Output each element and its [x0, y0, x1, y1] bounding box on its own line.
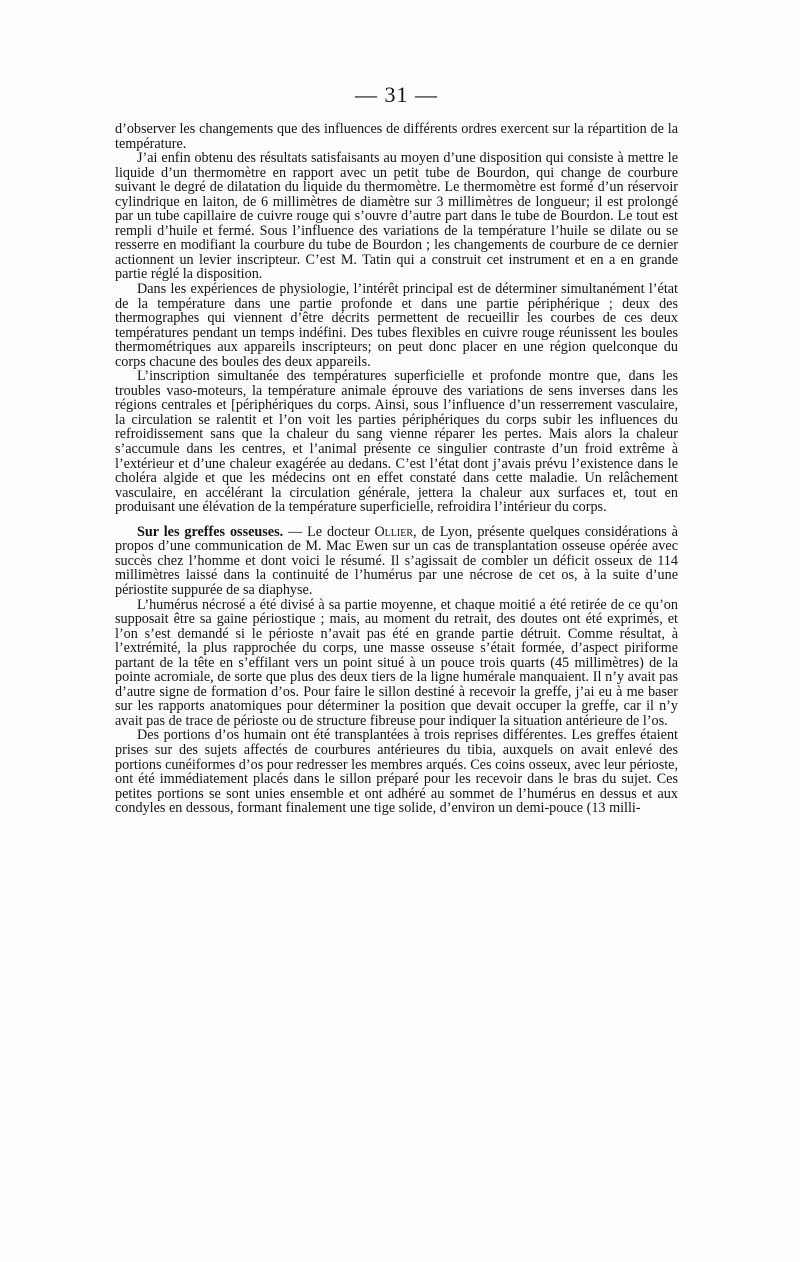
paragraph-continuation: d’observer les changements que des influences de différents ordres exercent sur la répartition de la température.	[115, 121, 678, 152]
section-title: Sur les greffes osseuses.	[137, 523, 284, 540]
page-number: — 31 —	[355, 82, 438, 107]
paragraph-humerus: L’humérus nécrosé a été divisé à sa partie moyenne, et chaque moitié a été retirée de ce qu’on supposait être sa gaine périostique ; mais, au moment du retrait, des doutes ont été exprimés, et l’on s’est demandé si le périoste n’avait pas été en grande partie détruit. Comme résultat, à l’extrémité, la plus rapprochée du corps, une masse osseuse s’était formée, d’aspect piriforme partant de la tête en s’effilant vers un point situé à un pouce trois quarts (45 millimètres) de la pointe acromiale, de sorte que plus des deux tiers de la ligne humérale manquaient. Il n’y avait pas d’autre signe de formation d’os. Pour faire le sillon destiné à recevoir la greffe, j’ai eu à me baser sur les rapports anatomiques pour déterminer la position que devait occuper la greffe, car il n’y avait pas de trace de périoste ou de structure fibreuse pour indiquer la situation antérieure de l’os.	[115, 596, 678, 729]
section-paragraph-bone-grafts	[115, 525, 678, 598]
paragraph-physiology: Dans les expériences de physiologie, l’intérêt principal est de déterminer simultanément l’état de la température dans une partie profonde et dans une partie périphérique ; deux des thermographes qui viennent d’être décrits permettent de recueillir les courbes de ces deux températures pendant un temps indéfini. Des tubes flexibles en cuivre rouge réunissent les boules thermométriques aux appareils inscripteurs; on peut donc placer en une région quelconque du corps chacune des boules des deux appareils.	[115, 281, 678, 370]
page-text-block	[115, 84, 678, 816]
paragraph-transplants: Des portions d’os humain ont été transplantées à trois reprises différentes. Les greffes étaient prises sur des sujets affectés de courbures antérieures du tibia, auxquels on avait enlevé des portions cunéiformes d’os pour redresser les membres arqués. Ces coins osseux, avec leur périoste, ont été immédiatement placés dans le sillon préparé pour les recevoir dans le bras du sujet. Ces petites portions se sont unies ensemble et ont adhéré au sommet de l’humérus en dessus et aux condyles en dessous, formant finalement une tige solide, d’environ un demi-pouce (13 milli-	[115, 727, 678, 817]
author-name: Ollier	[374, 523, 414, 540]
section-lead-a: — Le docteur	[283, 523, 375, 540]
paragraph-inscription: L’inscription simultanée des températures superficielle et profonde montre que, dans les troubles vaso-moteurs, la température animale éprouve des variations de sens inverses dans les régions centrales et [périphériques du corps. Ainsi, sous l’influence d’un resserrement vasculaire, la circulation se ralentit et l’on voit les parties périphériques du corps subir les influences du refroidissement sans que la chaleur du sang vienne réparer les pertes. Mais alors la chaleur s’accumule dans les centres, et l’animal présente ce singulier contraste d’un froid extrême à l’extérieur et d’une chaleur exagérée au dedans. C’est l’état dont j’avais prévu l’existence dans le choléra algide et que les médecins ont en effet constaté dans cette maladie. Un relâchement vasculaire, en accélérant la circulation générale, jettera la chaleur aux surfaces et, tout en produisant une élévation de la température superficielle, refroidira l’intérieur du corps.	[115, 368, 678, 516]
paragraph-thermometer: J’ai enfin obtenu des résultats satisfaisants au moyen d’une disposition qui consiste à mettre le liquide d’un thermomètre en rapport avec un petit tube de Bourdon, qui change de courbure suivant le degré de dilatation du liquide du thermomètre. Le thermomètre est formé d’un réservoir cylindrique en laiton, de 6 millimètres de diamètre sur 3 millimètres de longueur; il est prolongé par un tube capillaire de cuivre rouge qui s’ouvre d’autre part dans le tube de Bourdon. Le tout est rempli d’huile et fermé. Sous l’influence des variations de la température l’huile se dilate ou se resserre en modifiant la courbure du tube de Bourdon ; les changements de courbure de ce dernier actionnent un levier inscripteur. C’est M. Tatin qui a construit cet instrument et en a en grande partie réglé la disposition.	[115, 150, 678, 283]
section-lead-b: , de Lyon, présente quelques considérations à propos d’une communication de M. Mac Ewen sur un cas de transplantation osseuse opérée avec succès chez l’homme et dont voici le résumé. Il s’agissait de combler un déficit osseux de 114 millimètres laissé dans la continuité de l’humérus par une nécrose de cet os, à la suite d’une périostite suppurée de sa diaphyse.	[115, 523, 678, 598]
